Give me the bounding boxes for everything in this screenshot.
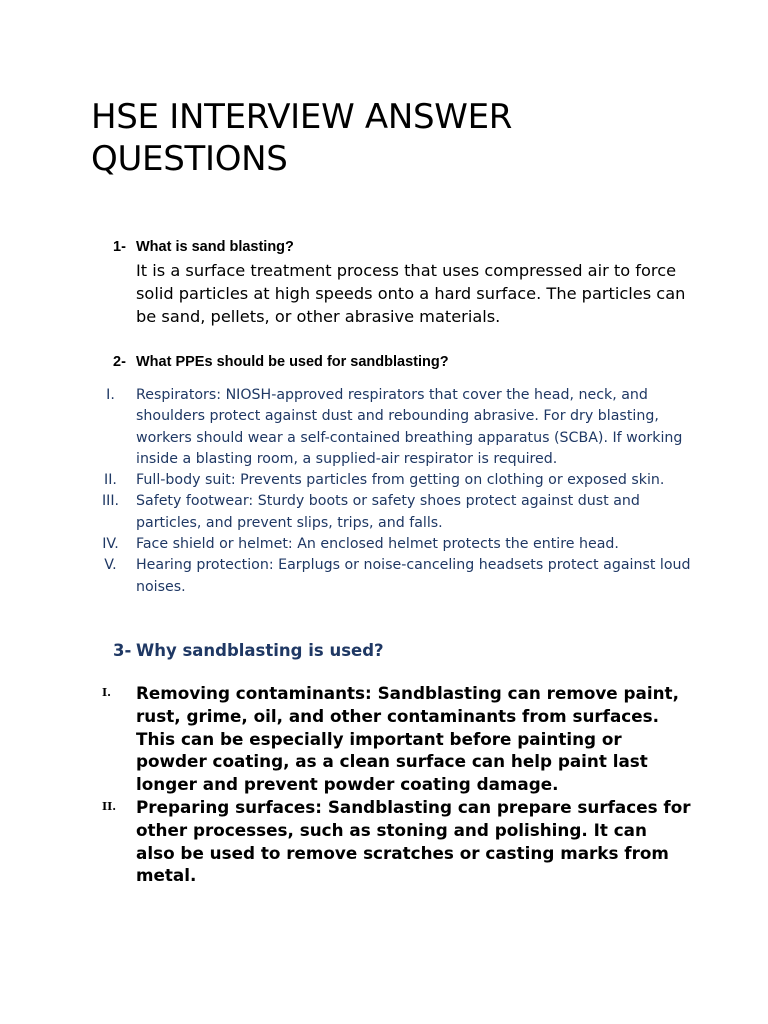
- list-item: [91, 682, 691, 796]
- question-2-number: 2-: [113, 354, 126, 370]
- list-item-numeral: V.: [104, 557, 117, 574]
- list-item-numeral: II.: [102, 799, 117, 813]
- list-item-text: Removing contaminants: Sandblasting can remove paint, rust, grime, oil, and other contaminants from surfaces. This can be especially important before painting or powder coating, as a clean surface can help paint last longer and prevent powder coating damage.: [136, 683, 679, 795]
- list-item-numeral: IV.: [102, 536, 119, 553]
- list-item-numeral: I.: [106, 387, 115, 403]
- question-1-answer: It is a surface treatment process that uses compressed air to force solid particles at high speeds onto a hard surface. The particles can be sand, pellets, or other abrasive materials.: [136, 261, 686, 326]
- question-2-text: What PPEs should be used for sandblasting?: [136, 354, 449, 370]
- list-item: [85, 555, 695, 598]
- list-item: [91, 796, 691, 887]
- list-item-numeral: II.: [104, 472, 117, 489]
- title-line-2: QUESTIONS: [91, 139, 288, 179]
- uses-list: [91, 682, 691, 887]
- list-item: [85, 470, 695, 491]
- question-1-text: What is sand blasting?: [136, 239, 294, 255]
- ppe-list: [85, 385, 695, 598]
- list-item-numeral: III.: [101, 493, 120, 510]
- list-item-text: Face shield or helmet: An enclosed helmet protects the entire head.: [136, 536, 619, 553]
- question-1-number: 1-: [113, 239, 126, 255]
- question-3-number: 3-: [113, 641, 132, 660]
- list-item-numeral: I.: [102, 686, 111, 699]
- list-item-text: Full-body suit: Prevents particles from getting on clothing or exposed skin.: [136, 472, 665, 489]
- question-3-text: Why sandblasting is used?: [136, 641, 384, 660]
- document-title: [91, 96, 711, 180]
- question-1-heading: [113, 237, 713, 257]
- list-item: [85, 491, 695, 534]
- list-item-text: Preparing surfaces: Sandblasting can prepare surfaces for other processes, such as stoning and polishing. It can also be used to remove scratches or casting marks from metal.: [136, 796, 691, 886]
- list-item: [85, 385, 695, 470]
- list-item-text: Safety footwear: Sturdy boots or safety shoes protect against dust and particles, and prevent slips, trips, and falls.: [136, 493, 640, 531]
- list-item: [85, 534, 695, 555]
- question-2-heading: [113, 352, 713, 372]
- question-3-heading: [113, 640, 713, 662]
- list-item-text: Respirators: NIOSH-approved respirators that cover the head, neck, and shoulders protect against dust and rebounding abrasive. For dry blasting, workers should wear a self-contained breathing apparatus (SCBA). If working inside a blasting room, a supplied-air respirator is required.: [136, 387, 683, 467]
- list-item-text: Hearing protection: Earplugs or noise-canceling headsets protect against loud noises.: [136, 557, 691, 595]
- title-line-1: HSE INTERVIEW ANSWER: [91, 97, 513, 137]
